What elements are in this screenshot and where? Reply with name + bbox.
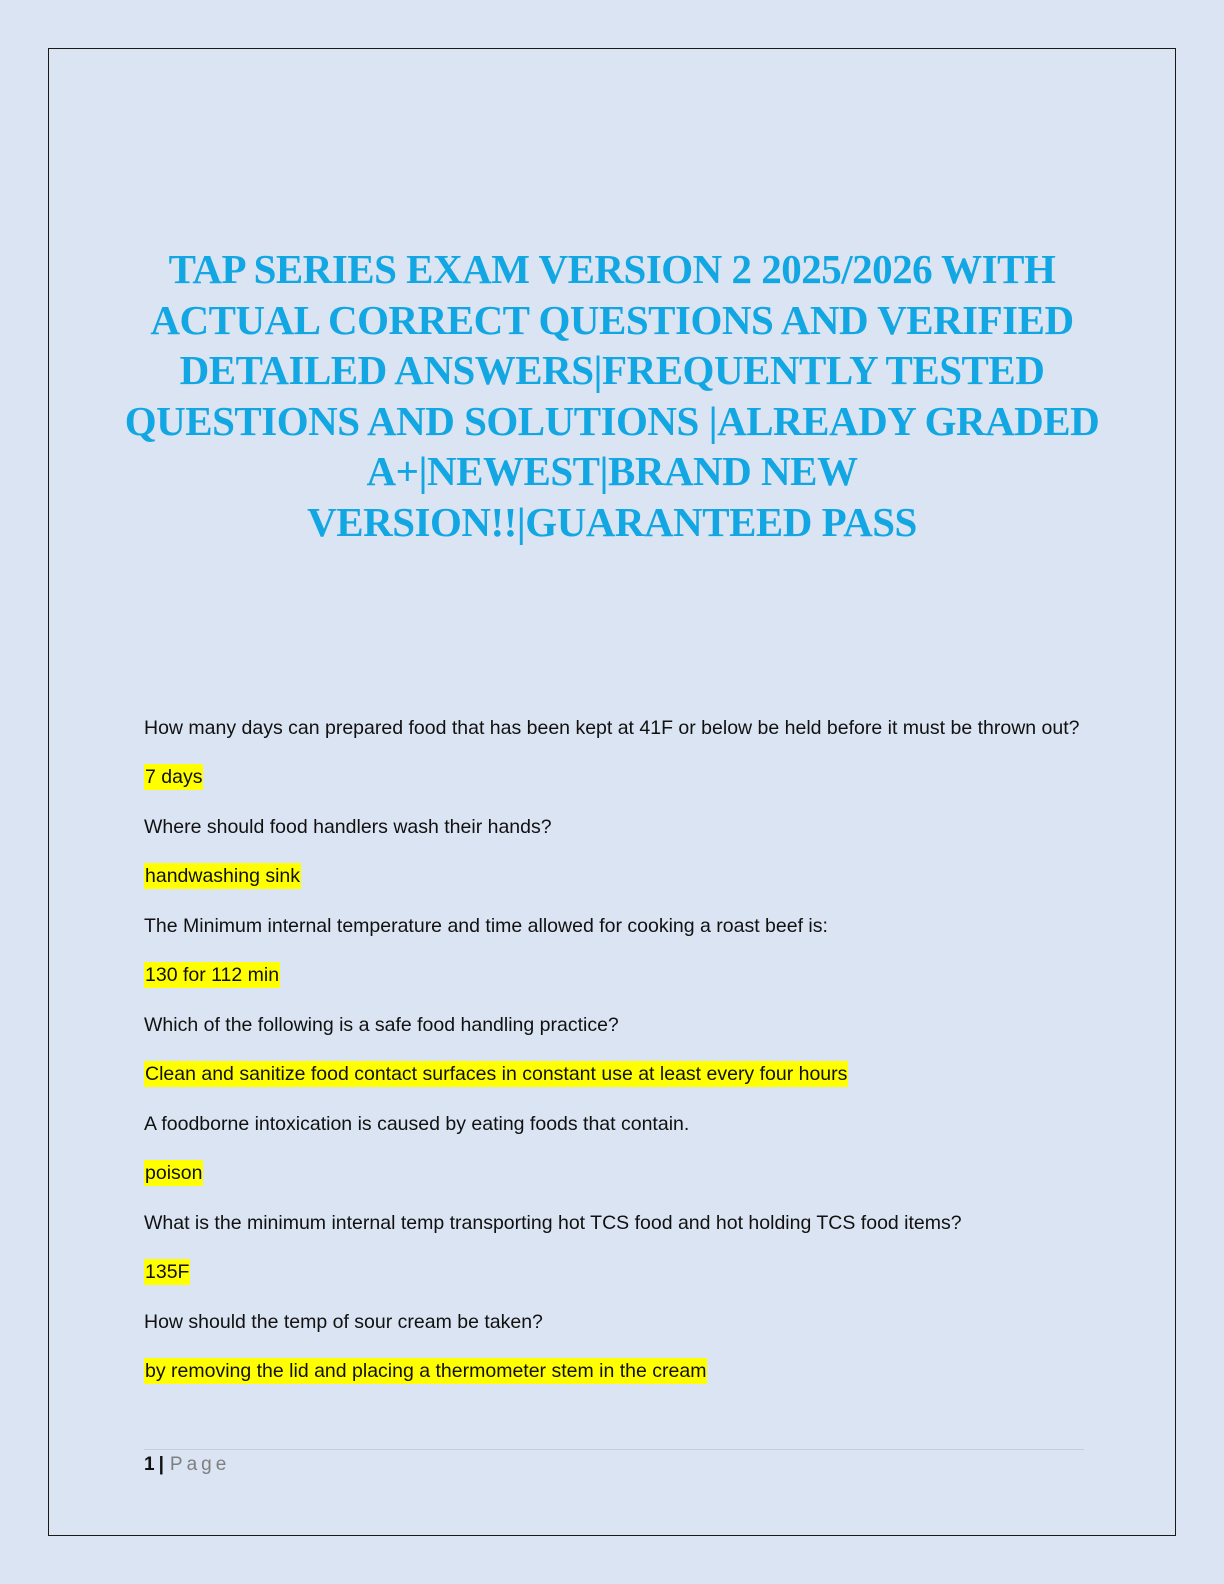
answer-highlight xyxy=(144,1058,1084,1092)
answer-text: 7 days xyxy=(145,766,203,788)
qa-item xyxy=(144,1009,1084,1092)
page-footer xyxy=(144,1453,230,1477)
question-text: The Minimum internal temperature and time allowed for cooking a roast beef is: xyxy=(144,915,828,937)
answer-text: poison xyxy=(145,1162,203,1184)
question-text: Where should food handlers wash their hands? xyxy=(144,816,552,838)
footer-separator: | xyxy=(158,1454,164,1475)
answer-text: Clean and sanitize food contact surfaces in constant use at least every four hours xyxy=(145,1063,848,1085)
page-label: Page xyxy=(169,1454,231,1475)
qa-list xyxy=(144,712,1084,1405)
answer-highlight xyxy=(144,959,1084,993)
answer-text: 135F xyxy=(145,1261,190,1283)
answer-highlight xyxy=(144,1355,1084,1389)
document-title: TAP SERIES EXAM VERSION 2 2025/2026 WITH ACTUAL CORRECT QUESTIONS AND VERIFIED DETAILED ANSWERS|FREQUENTLY TESTED QUESTIONS AND SOLUTIONS |ALREADY GRADED A+|NEWEST|BRAND NEW VERSION!!|GUARANTEED PASS xyxy=(124,246,1100,545)
question-text: What is the minimum internal temp transporting hot TCS food and hot holding TCS food items? xyxy=(144,1212,962,1234)
answer-text: 130 for 112 min xyxy=(145,964,280,986)
footer-divider xyxy=(144,1449,1084,1450)
qa-item xyxy=(144,1207,1084,1290)
qa-item xyxy=(144,910,1084,993)
question-text: Which of the following is a safe food handling practice? xyxy=(144,1014,619,1036)
answer-text: handwashing sink xyxy=(145,865,301,887)
answer-highlight xyxy=(144,860,1084,894)
answer-highlight xyxy=(144,1256,1084,1290)
question-text: A foodborne intoxication is caused by eating foods that contain. xyxy=(144,1113,690,1135)
qa-item xyxy=(144,712,1084,795)
question-text: How should the temp of sour cream be taken? xyxy=(144,1311,543,1333)
question-text: How many days can prepared food that has been kept at 41F or below be held before it must be thrown out? xyxy=(144,717,1080,739)
qa-item xyxy=(144,811,1084,894)
answer-text: by removing the lid and placing a thermometer stem in the cream xyxy=(145,1360,707,1382)
qa-item xyxy=(144,1108,1084,1191)
qa-item xyxy=(144,1306,1084,1389)
page-number: 1 xyxy=(144,1454,155,1475)
answer-highlight xyxy=(144,1157,1084,1191)
answer-highlight xyxy=(144,761,1084,795)
